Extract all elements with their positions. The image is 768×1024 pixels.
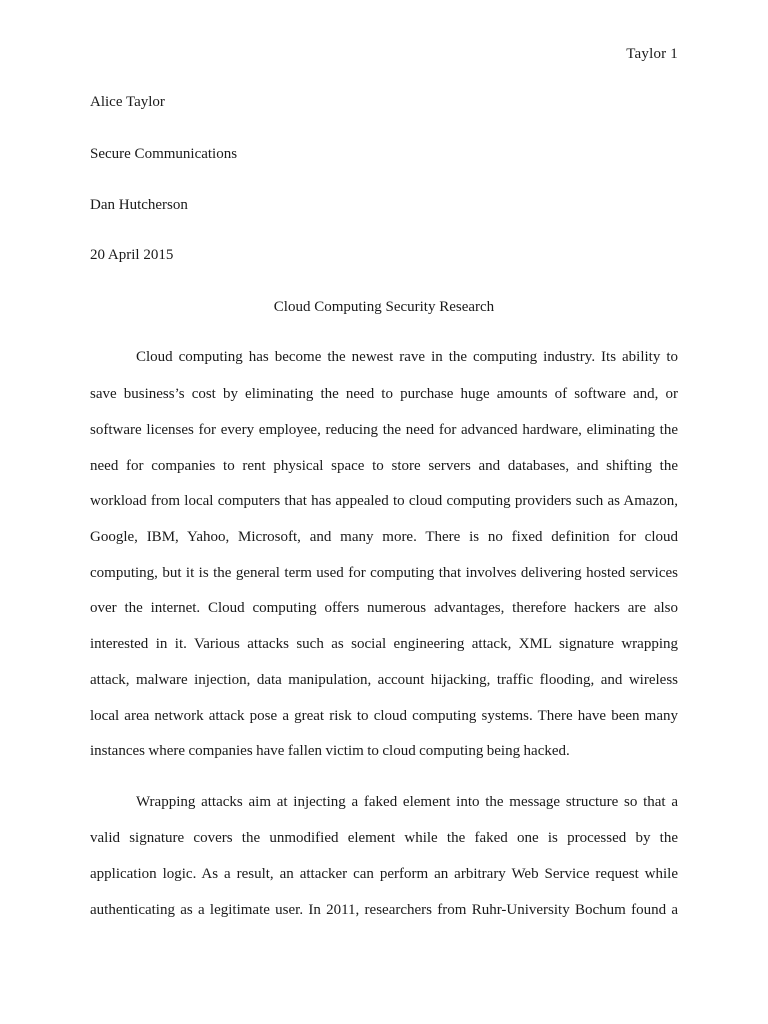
running-header-page-number: Taylor 1 [626,46,678,62]
instructor-name: Dan Hutcherson [90,197,188,213]
paragraph-line: application logic. As a result, an attacker can perform an arbitrary Web Service request while [90,866,678,882]
paragraph-line: Wrapping attacks aim at injecting a faked element into the message structure so that a [136,794,678,810]
paragraph-line: interested in it. Various attacks such as social engineering attack, XML signature wrapping [90,636,678,652]
submission-date: 20 April 2015 [90,247,174,263]
paragraph-line: over the internet. Cloud computing offers numerous advantages, therefore hackers are also [90,600,678,616]
paragraph-line: local area network attack pose a great risk to cloud computing systems. There have been many [90,708,678,724]
paper-title: Cloud Computing Security Research [273,299,495,315]
paragraph-line: authenticating as a legitimate user. In 2011, researchers from Ruhr-University Bochum found a [90,902,678,918]
paragraph-line: need for companies to rent physical space to store servers and databases, and shifting the [90,458,678,474]
paragraph-line: Cloud computing has become the newest rave in the computing industry. Its ability to [136,349,678,365]
course-name: Secure Communications [90,146,238,162]
paragraph-line: workload from local computers that has appealed to cloud computing providers such as Amazon, [90,493,678,509]
paragraph-line: valid signature covers the unmodified element while the faked one is processed by the [90,830,678,846]
author-name: Alice Taylor [90,94,165,110]
paragraph-line: instances where companies have fallen victim to cloud computing being hacked. [90,743,570,759]
paragraph-line: computing, but it is the general term used for computing that involves delivering hosted services [90,565,678,581]
paragraph-line: attack, malware injection, data manipulation, account hijacking, traffic flooding, and wireless [90,672,678,688]
paragraph-line: software licenses for every employee, reducing the need for advanced hardware, eliminating the [90,422,678,438]
paragraph-line: save business’s cost by eliminating the need to purchase huge amounts of software and, or [90,386,678,402]
paragraph-line: Google, IBM, Yahoo, Microsoft, and many more. There is no fixed definition for cloud [90,529,678,545]
